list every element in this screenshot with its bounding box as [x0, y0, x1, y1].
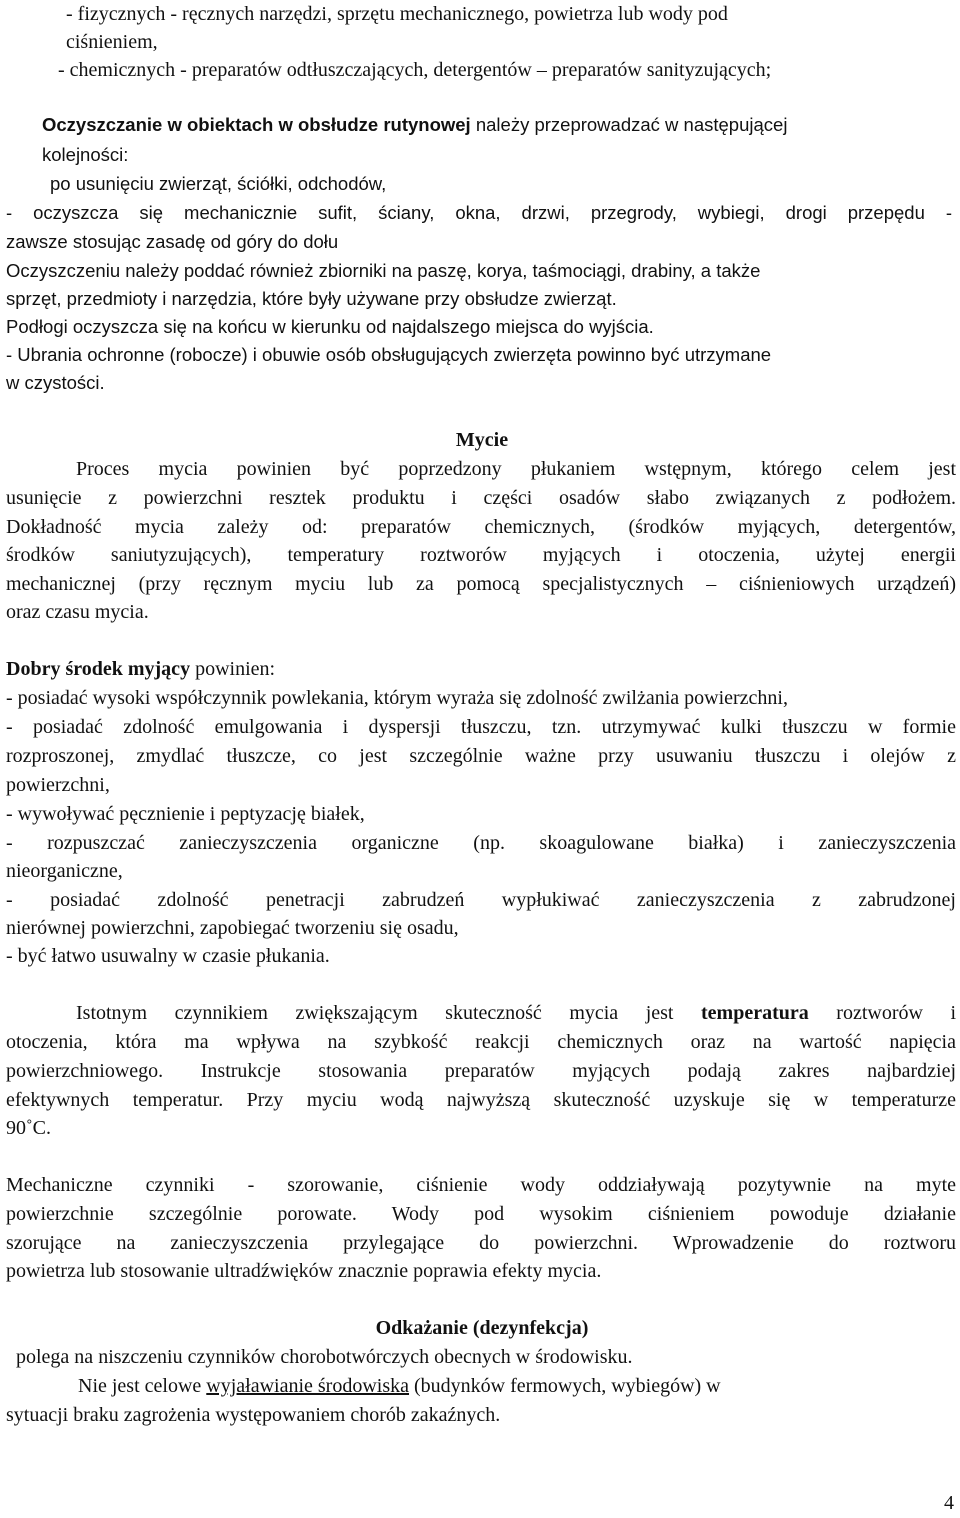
disinfection-line-3: sytuacji braku zagrożenia występowaniem chorób zakaźnych. — [6, 1404, 501, 1426]
routine-line-2: kolejności: — [42, 144, 129, 165]
sterilization-link[interactable]: wyjaławianie środowiska — [206, 1375, 410, 1397]
detergent-line-6: - rozpuszczać zanieczyszczenia organiczne (np. skoagulowane białka) i zanieczyszczenia — [6, 832, 956, 854]
temperature-line-3: powierzchniowego. Instrukcje stosowania preparatów myjących podają zakres najbardziej — [6, 1060, 956, 1082]
routine-line-4: - oczyszcza się mechanicznie sufit, ściany, okna, drzwi, przegrody, wybiegi, drogi przepędu - — [6, 202, 952, 223]
temperature-line-4: efektywnych temperatur. Przy myciu wodą najwyższą skuteczność uzyskuje się w temperaturze — [6, 1089, 956, 1111]
routine-line-7: sprzęt, przedmioty i narzędzia, które były używane przy obsłudze zwierząt. — [6, 288, 617, 309]
routine-line-5: zawsze stosując zasadę od góry do dołu — [6, 231, 339, 252]
mechanical-line-2: powierzchnie szczególnie porowate. Wody pod wysokim ciśnieniem powoduje działanie — [6, 1203, 956, 1225]
temperature-line-2: otoczenia, która ma wpływa na szybkość reakcji chemicznych oraz na wartość napięcia — [6, 1031, 956, 1053]
disinfection-line-1: polega na niszczeniu czynników chorobotwórczych obecnych w środowisku. — [16, 1346, 633, 1368]
disinfection-line-2-pre: Nie jest celowe — [78, 1375, 207, 1397]
intro-line-1: - fizycznych - ręcznych narzędzi, sprzętu mechanicznego, powietrza lub wody pod — [66, 3, 728, 25]
routine-heading-rest: należy przeprowadzać w następującej — [470, 114, 788, 135]
detergent-line-7: nieorganiczne, — [6, 860, 123, 882]
temperature-line-1-post: roztworów i — [808, 1002, 957, 1024]
routine-heading — [42, 111, 956, 139]
temperature-line-1 — [76, 999, 956, 1027]
detergent-line-3: rozproszonej, zmydlać tłuszcze, co jest szczególnie ważne przy usuwaniu tłuszczu i olejów z — [6, 745, 956, 767]
temperature-line-5: 90˚C. — [6, 1117, 51, 1139]
temperature-keyword: temperatura — [701, 1002, 809, 1024]
detergent-heading — [6, 655, 958, 683]
detergent-line-4: powierzchni, — [6, 774, 110, 796]
mechanical-line-1: Mechaniczne czynniki - szorowanie, ciśnienie wody oddziaływają pozytywnie na myte — [6, 1174, 956, 1196]
washing-line-6: oraz czasu mycia. — [6, 601, 149, 623]
detergent-line-5: - wywoływać pęcznienie i peptyzację białek, — [6, 803, 365, 825]
routine-line-6: Oczyszczeniu należy poddać również zbiorniki na paszę, korya, taśmociągi, drabiny, a także — [6, 260, 761, 281]
routine-line-9: - Ubrania ochronne (robocze) i obuwie osób obsługujących zwierzęta powinno być utrzymane — [6, 344, 772, 365]
washing-line-4: środków saniutyzujących), temperatury roztworów myjących i otoczenia, użytej energii — [6, 544, 956, 566]
temperature-line-1-pre: Istotnym czynnikiem zwiększającym skuteczność mycia jest — [76, 1002, 702, 1024]
routine-line-3: po usunięciu zwierząt, ściółki, odchodów, — [50, 173, 387, 194]
section-title-mycie: Mycie — [455, 429, 509, 451]
mechanical-line-3: szorujące na zanieczyszczenia przylegające do powierzchni. Wprowadzenie do roztworu — [6, 1232, 956, 1254]
section-title-odkazanie: Odkażanie (dezynfekcja) — [375, 1317, 589, 1339]
detergent-heading-bold: Dobry środek myjący — [6, 658, 191, 680]
detergent-line-8: - posiadać zdolność penetracji zabrudzeń wypłukiwać zanieczyszczenia z zabrudzonej — [6, 889, 956, 911]
intro-line-3: - chemicznych - preparatów odtłuszczających, detergentów – preparatów sanityzujących; — [58, 59, 772, 81]
detergent-heading-rest: powinien: — [190, 658, 276, 680]
washing-line-2: usunięcie z powierzchni resztek produktu i części osadów słabo związanych z podłożem. — [6, 487, 956, 509]
routine-line-8: Podłogi oczyszcza się na końcu w kierunku od najdalszego miejsca do wyjścia. — [6, 316, 654, 337]
detergent-line-2: - posiadać zdolność emulgowania i dyspersji tłuszczu, tzn. utrzymywać kulki tłuszczu w formie — [6, 716, 956, 738]
washing-line-3: Dokładność mycia zależy od: preparatów chemicznych, (środków myjących, detergentów, — [6, 516, 956, 538]
routine-line-10: w czystości. — [6, 372, 105, 393]
washing-line-5: mechanicznej (przy ręcznym myciu lub za pomocą specjalistycznych – ciśnieniowych urządzeń) — [6, 573, 956, 595]
detergent-line-10: - być łatwo usuwalny w czasie płukania. — [6, 945, 330, 967]
washing-line-1: Proces mycia powinien być poprzedzony płukaniem wstępnym, którego celem jest — [76, 458, 956, 480]
disinfection-line-2 — [78, 1372, 956, 1400]
mechanical-line-4: powietrza lub stosowanie ultradźwięków znacznie poprawia efekty mycia. — [6, 1260, 602, 1282]
page-number: 4 — [944, 1492, 954, 1514]
intro-line-2: ciśnieniem, — [66, 31, 158, 53]
detergent-line-1: - posiadać wysoki współczynnik powlekania, którym wyraża się zdolność zwilżania powierzchni, — [6, 687, 788, 709]
detergent-line-9: nierównej powierzchni, zapobiegać tworzeniu się osadu, — [6, 917, 459, 939]
routine-heading-bold: Oczyszczanie w obiektach w obsłudze rutynowej — [42, 114, 471, 135]
disinfection-line-2-post: (budynków fermowych, wybiegów) w — [409, 1375, 721, 1397]
